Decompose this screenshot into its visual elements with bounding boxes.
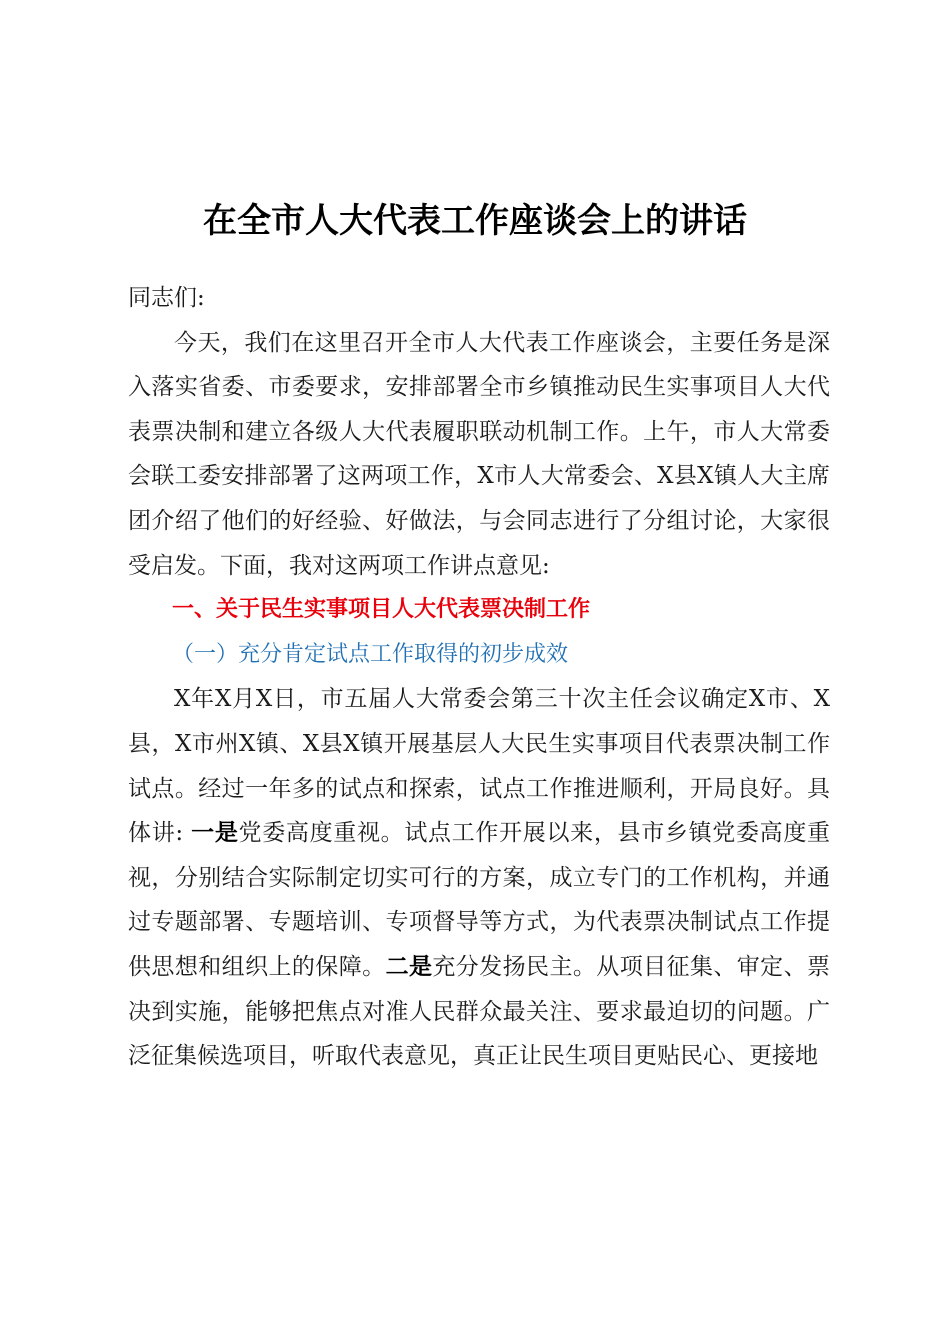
intro-paragraph: 今天，我们在这里召开全市人大代表工作座谈会，主要任务是深入落实省委、市委要求，安排部署全市乡镇推动民生实事项目人大代表票决制和建立各级人大代表履职联动机制工作。上午，市人大常委会联工委安排部署了这两项工作，X市人大常委会、X县X镇人大主席团介绍了他们的好经验、好做法，与会同志进行了分组讨论，大家很受启发。下面，我对这两项工作讲点意见: [128, 329, 830, 579]
subsection-heading: （一）充分肯定试点工作取得的初步成效 [172, 641, 569, 667]
paragraph-text: 充分发扬民主。从项目征集、审定、票决到实施，能够把焦点对准人民群众最关注、要求最迫切的问题。广泛征集候选项目，听取代表意见，真正让民生项目更贴民心、更接地 [128, 953, 831, 1070]
document-body [128, 276, 830, 1079]
keyword-second: 二是 [385, 953, 433, 980]
document-title: 在全市人大代表工作座谈会上的讲话 [203, 201, 747, 241]
salutation: 同志们: [128, 285, 205, 311]
paragraph-text: 党委高度重视。试点工作开展以来，县市乡镇党委高度重视，分别结合实际制定切实可行的方案，成立专门的工作机构，并通过专题部署、专题培训、专项督导等方式，为代表票决制试点工作提供思想和组织上的保障。 [128, 820, 830, 980]
keyword-first: 一是 [191, 820, 239, 847]
body-paragraph [128, 677, 830, 1078]
paragraph-text: X年X月X日，市五届人大常委会第三十次主任会议确定X市、X县，X市州X镇、X县X镇开展基层人大民生实事项目代表票决制工作试点。经过一年多的试点和探索，试点工作推进顺利，开局良好。具体讲: [128, 686, 830, 847]
section-heading: 一、关于民生实事项目人大代表票决制工作 [172, 597, 591, 623]
